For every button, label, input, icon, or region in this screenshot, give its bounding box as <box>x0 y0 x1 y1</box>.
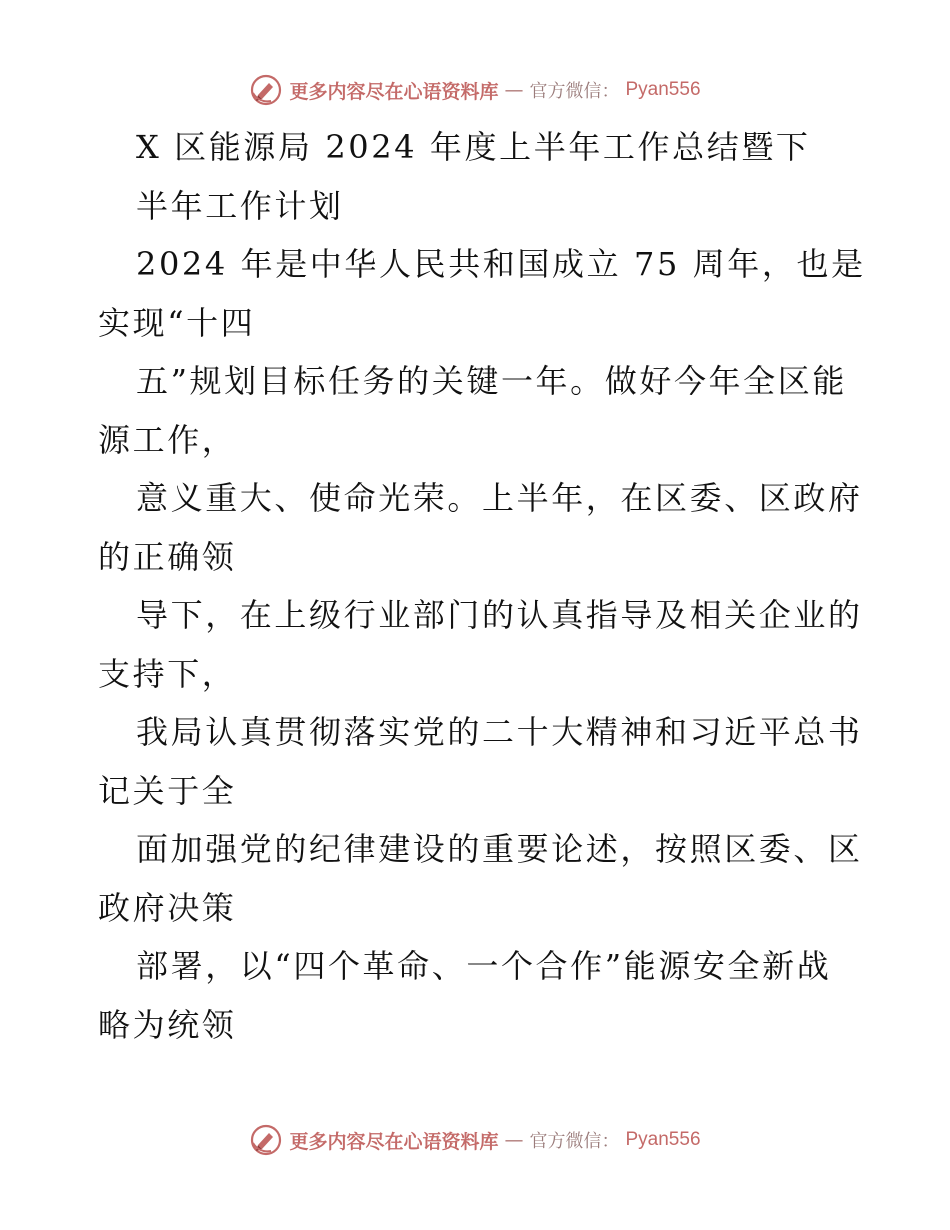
document-line: 记关于全 <box>98 771 237 810</box>
document-line: 政府决策 <box>98 888 237 927</box>
document-line: 源工作， <box>98 420 237 459</box>
banner-official-label: 官方微信： <box>529 81 620 102</box>
banner-promo-text: 更多内容尽在心语资料库 <box>289 80 499 103</box>
document-line: 五”规划目标任务的关键一年。做好今年全区能 <box>136 362 847 400</box>
banner-promo-text: 更多内容尽在心语资料库 <box>289 1130 499 1153</box>
document-line: 的正确领 <box>98 537 237 576</box>
document-line: 支持下， <box>98 654 237 693</box>
banner-wechat-id: Pyan556 <box>625 1129 701 1150</box>
document-line: 我局认真贯彻落实党的二十大精神和习近平总书 <box>136 713 863 751</box>
document-line: 意义重大、使命光荣。上半年，在区委、区政府 <box>136 479 863 517</box>
footer-banner <box>0 1120 950 1160</box>
document-body <box>98 118 866 1054</box>
banner-dash: — <box>504 79 524 101</box>
banner-dash: — <box>504 1129 524 1151</box>
document-line: 面加强党的纪律建设的重要论述，按照区委、区 <box>136 830 863 868</box>
document-line: 2024 年是中华人民共和国成立 75 周年，也是 <box>136 245 866 283</box>
banner-official-label: 官方微信： <box>529 1131 620 1152</box>
document-line: 半年工作计划 <box>136 186 344 225</box>
document-line: 略为统领 <box>98 1005 237 1044</box>
document-line: X 区能源局 2024 年度上半年工作总结暨下 <box>136 128 811 166</box>
document-line: 部署，以“四个革命、一个合作”能源安全新战 <box>136 947 832 985</box>
pen-circle-logo-icon <box>249 1123 283 1157</box>
document-line: 实现“十四 <box>98 303 256 342</box>
banner-wechat-id: Pyan556 <box>625 79 701 100</box>
header-banner <box>0 70 950 110</box>
pen-circle-logo-icon <box>249 73 283 107</box>
document-line: 导下，在上级行业部门的认真指导及相关企业的 <box>136 596 863 634</box>
